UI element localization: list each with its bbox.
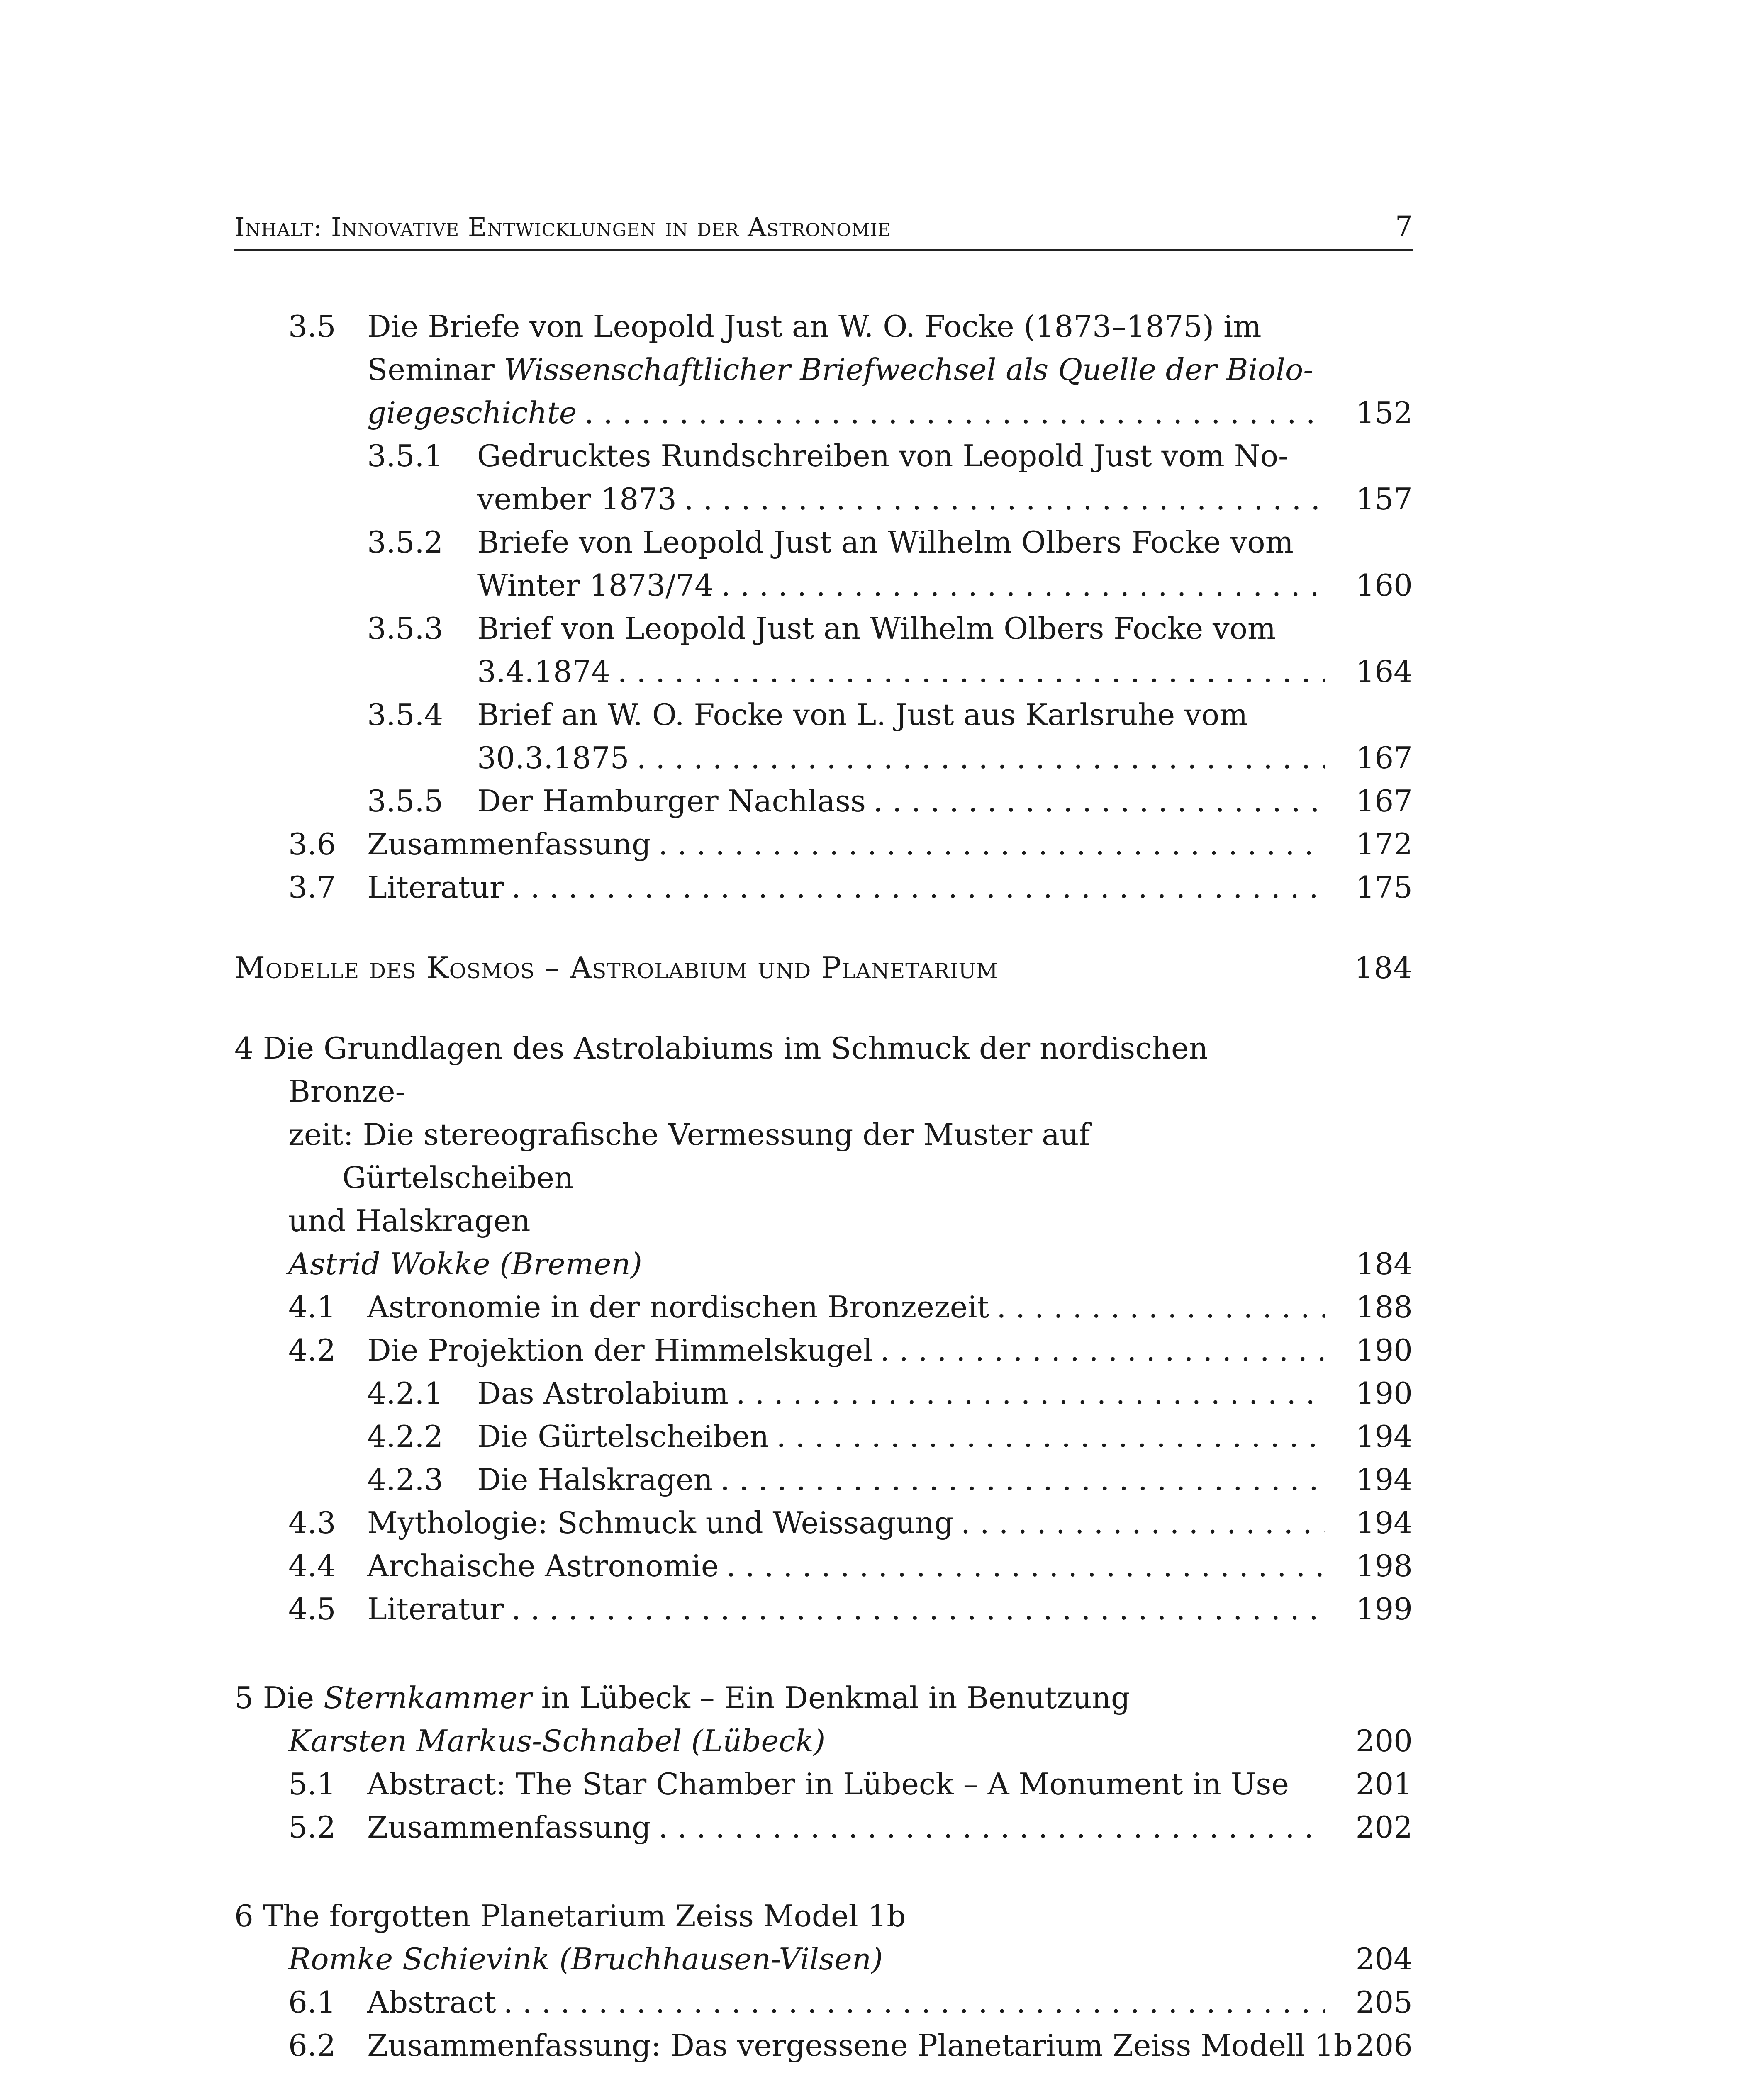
toc-title: Literatur	[367, 1592, 504, 1626]
toc-number: 4.2.3	[367, 1462, 443, 1497]
chapter-title: 6 The forgotten Planetarium Zeiss Model 1b	[234, 1899, 906, 1933]
toc-page: 198	[1355, 1548, 1413, 1583]
toc-entry-4-2-3[interactable]	[234, 1458, 1413, 1501]
chapter-title-line: und Halskragen	[288, 1203, 531, 1238]
toc-page: 160	[1355, 568, 1413, 603]
toc-entry-5-2[interactable]	[234, 1806, 1413, 1849]
toc-title: Abstract: The Star Chamber in Lübeck – A Monument in Use	[367, 1767, 1289, 1801]
toc-entry-4-3[interactable]	[234, 1501, 1413, 1544]
chapter-4-sections	[234, 1285, 1413, 1631]
toc-number: 4.2	[288, 1333, 336, 1368]
toc-title: Literatur	[367, 870, 504, 905]
dot-leader	[658, 1806, 1325, 1849]
toc-number: 4.3	[288, 1505, 336, 1540]
toc-part-heading[interactable]	[234, 946, 1413, 989]
toc-title-line: Seminar Wissenschaftlicher Briefwechsel als Quelle der Biolo-	[367, 352, 1313, 387]
toc-page: 175	[1355, 870, 1413, 905]
toc-page: 167	[1355, 740, 1413, 775]
chapter-title: 5 Die Sternkammer in Lübeck – Ein Denkmal in Benutzung	[234, 1680, 1131, 1715]
toc-number: 3.5.5	[367, 784, 443, 818]
dot-leader	[720, 1458, 1325, 1501]
dot-leader	[873, 779, 1325, 823]
toc-title: Archaische Astronomie	[367, 1548, 719, 1583]
toc-chapter-4[interactable]	[234, 1027, 1413, 1285]
toc-page: 190	[1355, 1333, 1413, 1368]
toc-entry-3-7[interactable]	[234, 866, 1413, 909]
toc-number: 3.5.2	[367, 525, 443, 560]
toc-page: 157	[1355, 482, 1413, 516]
toc-title-line: Briefe von Leopold Just an Wilhelm Olbers Focke vom	[477, 525, 1294, 560]
toc-number: 6.2	[288, 2028, 336, 2063]
toc-title-line: giegeschichte	[367, 395, 577, 430]
toc-entry-6-2[interactable]	[234, 2024, 1413, 2067]
toc-title-line: Die Briefe von Leopold Just an W. O. Focke (1873–1875) im	[367, 309, 1262, 344]
toc-entry-4-5[interactable]	[234, 1587, 1413, 1631]
toc-page: 184	[1354, 950, 1413, 985]
toc-entry-3-6[interactable]	[234, 823, 1413, 866]
toc-number: 3.5.1	[367, 438, 443, 473]
toc-page: 164	[1355, 654, 1413, 689]
toc-number: 4.1	[288, 1290, 336, 1324]
dot-leader	[997, 1285, 1325, 1329]
toc-page: 205	[1355, 1985, 1413, 2020]
dot-leader	[584, 391, 1325, 434]
toc-number: 4.2.2	[367, 1419, 443, 1454]
dot-leader	[511, 1587, 1325, 1631]
toc-page: 190	[1355, 1376, 1413, 1411]
toc-number: 6.1	[288, 1985, 336, 2020]
toc-title: Die Projektion der Himmelskugel	[367, 1333, 873, 1368]
toc-title-line: Brief von Leopold Just an Wilhelm Olbers Focke vom	[477, 611, 1276, 646]
dot-leader	[504, 1981, 1325, 2024]
toc-number: 3.5.3	[367, 611, 443, 646]
toc-title: Das Astrolabium	[477, 1376, 729, 1411]
toc-page: 199	[1355, 1592, 1413, 1626]
toc-entry-4-2-2[interactable]	[234, 1415, 1413, 1458]
toc-number: 5.2	[288, 1810, 336, 1845]
toc-number: 3.5.4	[367, 697, 443, 732]
toc-page: 206	[1355, 2028, 1413, 2063]
toc-page: 194	[1355, 1505, 1413, 1540]
toc-chapter-6[interactable]	[234, 1894, 1413, 1981]
toc-page: 188	[1355, 1290, 1413, 1324]
toc-entry-3-5-3[interactable]	[234, 607, 1413, 693]
chapter-title-line: zeit: Die stereografische Vermessung der Muster auf Gürtelscheiben	[288, 1117, 1090, 1195]
toc-entry-4-2[interactable]	[234, 1329, 1413, 1372]
toc-number: 3.7	[288, 870, 336, 905]
dot-leader	[658, 823, 1325, 866]
toc-page: 184	[1355, 1246, 1413, 1281]
toc-entry-3-5-1[interactable]	[234, 434, 1413, 521]
dot-leader	[880, 1329, 1325, 1372]
toc-page: 152	[1355, 395, 1413, 430]
dot-leader	[726, 1544, 1325, 1587]
book-page	[234, 207, 1413, 2067]
seminar-title: Wissenschaftlicher Briefwechsel als Quelle der Biolo-	[504, 352, 1313, 387]
toc-title: Mythologie: Schmuck und Weissagung	[367, 1505, 954, 1540]
chapter-author: Karsten Markus-Schnabel (Lübeck)	[288, 1723, 826, 1758]
chapter-author: Romke Schievink (Bruchhausen-Vilsen)	[288, 1942, 883, 1977]
dot-leader	[636, 736, 1325, 779]
toc-title: Zusammenfassung: Das vergessene Planetarium Zeiss Modell 1b	[367, 2028, 1353, 2063]
running-header-title: Inhalt: Innovative Entwicklungen in der Astronomie	[234, 212, 891, 242]
toc-page: 167	[1355, 784, 1413, 818]
dot-leader	[721, 564, 1325, 607]
toc-title-line: 3.4.1874	[477, 654, 610, 689]
chapter-title-line: 4 Die Grundlagen des Astrolabiums im Schmuck der nordischen Bronze-	[234, 1031, 1208, 1109]
toc-page: 200	[1355, 1723, 1413, 1758]
toc-number: 3.6	[288, 827, 336, 862]
toc-title: Zusammenfassung	[367, 827, 651, 862]
toc-title: Zusammenfassung	[367, 1810, 651, 1845]
dot-leader	[511, 866, 1325, 909]
toc-title-line: Gedrucktes Rundschreiben von Leopold Just vom No-	[477, 438, 1289, 473]
toc-entry-4-2-1[interactable]	[234, 1372, 1413, 1415]
dot-leader	[961, 1501, 1325, 1544]
toc-page: 204	[1355, 1942, 1413, 1977]
toc-title-line: Brief an W. O. Focke von L. Just aus Karlsruhe vom	[477, 697, 1248, 732]
dot-leader	[618, 650, 1325, 693]
toc-number: 4.4	[288, 1548, 336, 1583]
toc-page: 172	[1355, 827, 1413, 862]
toc-number: 4.5	[288, 1592, 336, 1626]
dot-leader	[736, 1372, 1325, 1415]
toc-page: 201	[1355, 1767, 1413, 1801]
toc-entry-3-5[interactable]	[234, 305, 1413, 434]
running-header	[234, 207, 1413, 251]
chapter-5-sections	[234, 1762, 1413, 1849]
toc-number: 4.2.1	[367, 1376, 443, 1411]
toc-page: 194	[1355, 1462, 1413, 1497]
chapter-6-sections	[234, 1981, 1413, 2067]
toc-entry-3-5-4[interactable]	[234, 693, 1413, 779]
toc-entry-6-1[interactable]	[234, 1981, 1413, 2024]
table-of-contents	[234, 305, 1413, 2067]
toc-title-line: Winter 1873/74	[477, 568, 714, 603]
toc-page: 202	[1355, 1810, 1413, 1845]
toc-title: Die Halskragen	[477, 1462, 713, 1497]
toc-title: Astronomie in der nordischen Bronzezeit	[367, 1290, 989, 1324]
toc-title: Die Gürtelscheiben	[477, 1419, 769, 1454]
toc-entry-5-1[interactable]	[234, 1762, 1413, 1806]
toc-page: 194	[1355, 1419, 1413, 1454]
toc-number: 3.5	[288, 309, 336, 344]
toc-number: 5.1	[288, 1767, 336, 1801]
dot-leader	[684, 477, 1325, 521]
toc-entry-3-5-2[interactable]	[234, 521, 1413, 607]
toc-title: Abstract	[367, 1985, 496, 2020]
dot-leader	[776, 1415, 1325, 1458]
toc-title-line: 30.3.1875	[477, 740, 629, 775]
page-number: 7	[1395, 210, 1413, 242]
toc-entry-4-1[interactable]	[234, 1285, 1413, 1329]
chapter-author: Astrid Wokke (Bremen)	[288, 1246, 642, 1281]
toc-entry-3-5-5[interactable]	[234, 779, 1413, 823]
part-title: Modelle des Kosmos – Astrolabium und Planetarium	[234, 950, 998, 985]
toc-title: Der Hamburger Nachlass	[477, 784, 866, 818]
toc-chapter-5[interactable]	[234, 1676, 1413, 1762]
toc-title-line: vember 1873	[477, 482, 677, 516]
toc-entry-4-4[interactable]	[234, 1544, 1413, 1587]
